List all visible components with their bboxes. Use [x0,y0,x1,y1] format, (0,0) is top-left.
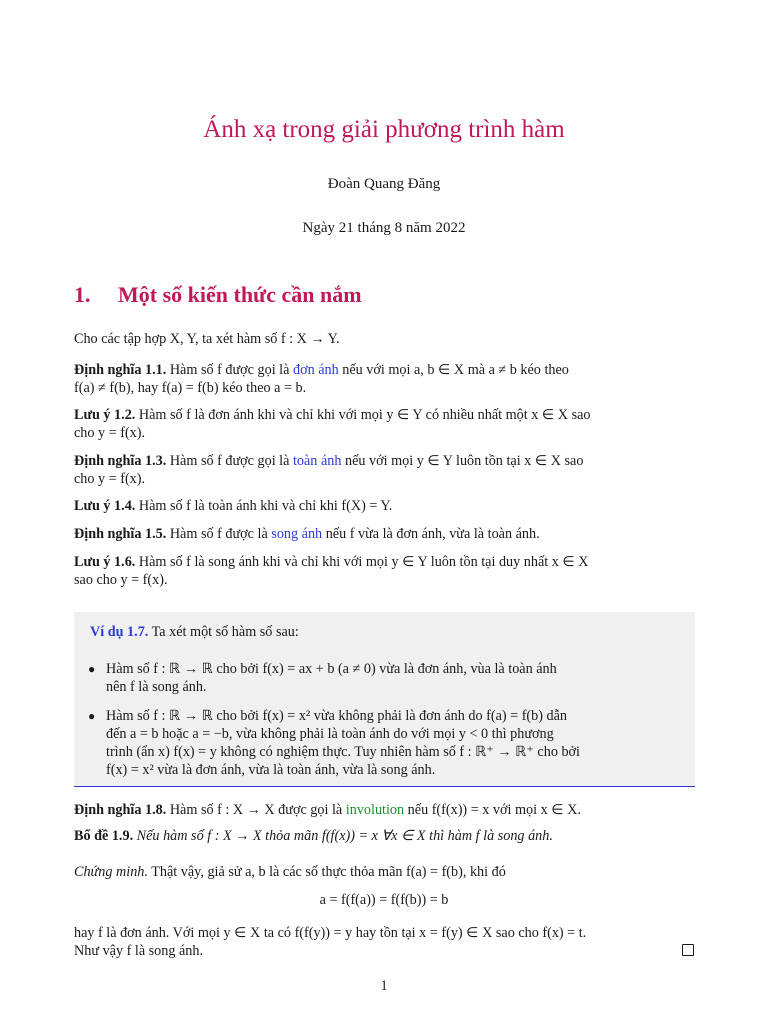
term-toan-anh: toàn ánh [292,453,342,469]
note-label: Lưu ý 1.6. [74,554,136,570]
definition-1-8 [74,801,696,819]
bullet-text: đến a = b hoặc a = −b, vừa không phải là toàn ánh do với mọi y < 0 thì phương [106,726,554,742]
proof-text: Như vậy f là song ánh. [74,943,204,959]
lemma-1-9 [74,827,696,845]
definition-text: Hàm số f được là [166,526,272,542]
definition-1-5 [74,525,696,543]
section-heading [74,282,362,308]
definition-label: Định nghĩa 1.1. [74,362,167,378]
note-text: sao cho y = f(x). [74,572,168,588]
bullet-icon: ● [88,662,96,676]
bullet-text: f(x) = x² vừa là đơn ánh, vừa là toàn ánh, vừa là song ánh. [106,762,436,778]
note-1-6 [74,553,696,589]
definition-text: nếu f vừa là đơn ánh, vừa là toàn ánh. [322,526,540,542]
proof-conclusion [74,924,696,960]
page-number: 1 [380,978,388,994]
definition-text: cho y = f(x). [74,471,146,487]
example-label: Ví dụ 1.7. [90,624,149,640]
example-heading [90,624,299,641]
section-title: Một số kiến thức cần nắm [118,282,362,307]
bullet-text: nên f là song ánh. [106,679,207,695]
definition-text: f(a) ≠ f(b), hay f(a) = f(b) kéo theo a = b. [74,380,307,396]
definition-label: Định nghĩa 1.5. [74,526,167,542]
bullet-text: Hàm số f : ℝ → ℝ cho bởi f(x) = x² vừa không phải là đơn ánh do f(a) = f(b) dẫn [106,708,567,724]
document-date: Ngày 21 tháng 8 năm 2022 [302,220,466,236]
definition-1-1 [74,361,696,397]
note-label: Lưu ý 1.4. [74,498,136,514]
document-title: Ánh xạ trong giải phương trình hàm [203,116,565,143]
definition-text: Hàm số f được gọi là [166,453,293,469]
definition-text: nếu f(f(x)) = x với mọi x ∈ X. [404,802,581,818]
term-involution: involution [345,802,405,818]
definition-text: nếu với mọi y ∈ Y luôn tồn tại x ∈ X sao [341,453,584,469]
lemma-label: Bổ đề 1.9. [74,828,134,844]
definition-text: Hàm số f : X → X được gọi là [166,802,346,818]
term-song-anh: song ánh [271,526,323,542]
section-number: 1. [74,282,91,307]
proof-text: hay f là đơn ánh. Với mọi y ∈ X ta có f(f(y)) = y hay tồn tại x = f(y) ∈ X sao cho f(x) = t. [74,925,587,941]
note-1-2 [74,406,696,442]
example-text: Ta xét một số hàm số sau: [148,624,299,640]
intro-paragraph: Cho các tập hợp X, Y, ta xét hàm số f : X → Y. [74,331,340,347]
proof-label: Chứng minh. [74,864,148,880]
author-name: Đoàn Quang Đăng [327,176,441,192]
proof-equation: a = f(f(a)) = f(f(b)) = b [319,892,449,908]
bullet-icon: ● [88,709,96,723]
note-1-4 [74,497,696,515]
definition-label: Định nghĩa 1.3. [74,453,167,469]
proof-intro [74,863,696,881]
note-label: Lưu ý 1.2. [74,407,136,423]
example-bullet-item [88,707,686,779]
note-text: Hàm số f là toàn ánh khi và chỉ khi f(X) = Y. [135,498,393,514]
note-text: Hàm số f là song ánh khi và chỉ khi với mọi y ∈ Y luôn tồn tại duy nhất x ∈ X [135,554,589,570]
definition-text: nếu với mọi a, b ∈ X mà a ≠ b kéo theo [338,362,569,378]
qed-icon [682,944,694,956]
term-don-anh: đơn ánh [292,362,339,378]
definition-text: Hàm số f được gọi là [166,362,293,378]
definition-label: Định nghĩa 1.8. [74,802,167,818]
note-text: cho y = f(x). [74,425,146,441]
bullet-text: trình (ẩn x) f(x) = y không có nghiệm thực. Tuy nhiên hàm số f : ℝ⁺ → ℝ⁺ cho bởi [106,744,580,760]
lemma-text: Nếu hàm số f : X → X thỏa mãn f(f(x)) = x ∀x ∈ X thì hàm f là song ánh. [133,828,553,844]
note-text: Hàm số f là đơn ánh khi và chỉ khi với mọi y ∈ Y có nhiều nhất một x ∈ X sao [135,407,591,423]
bullet-text: Hàm số f : ℝ → ℝ cho bởi f(x) = ax + b (a ≠ 0) vừa là đơn ánh, vùa là toàn ánh [106,661,557,677]
example-box [74,612,695,787]
proof-text: Thật vậy, giả sử a, b là các số thực thỏa mãn f(a) = f(b), khi đó [147,864,506,880]
definition-1-3 [74,452,696,488]
example-bullet-item [88,660,686,696]
